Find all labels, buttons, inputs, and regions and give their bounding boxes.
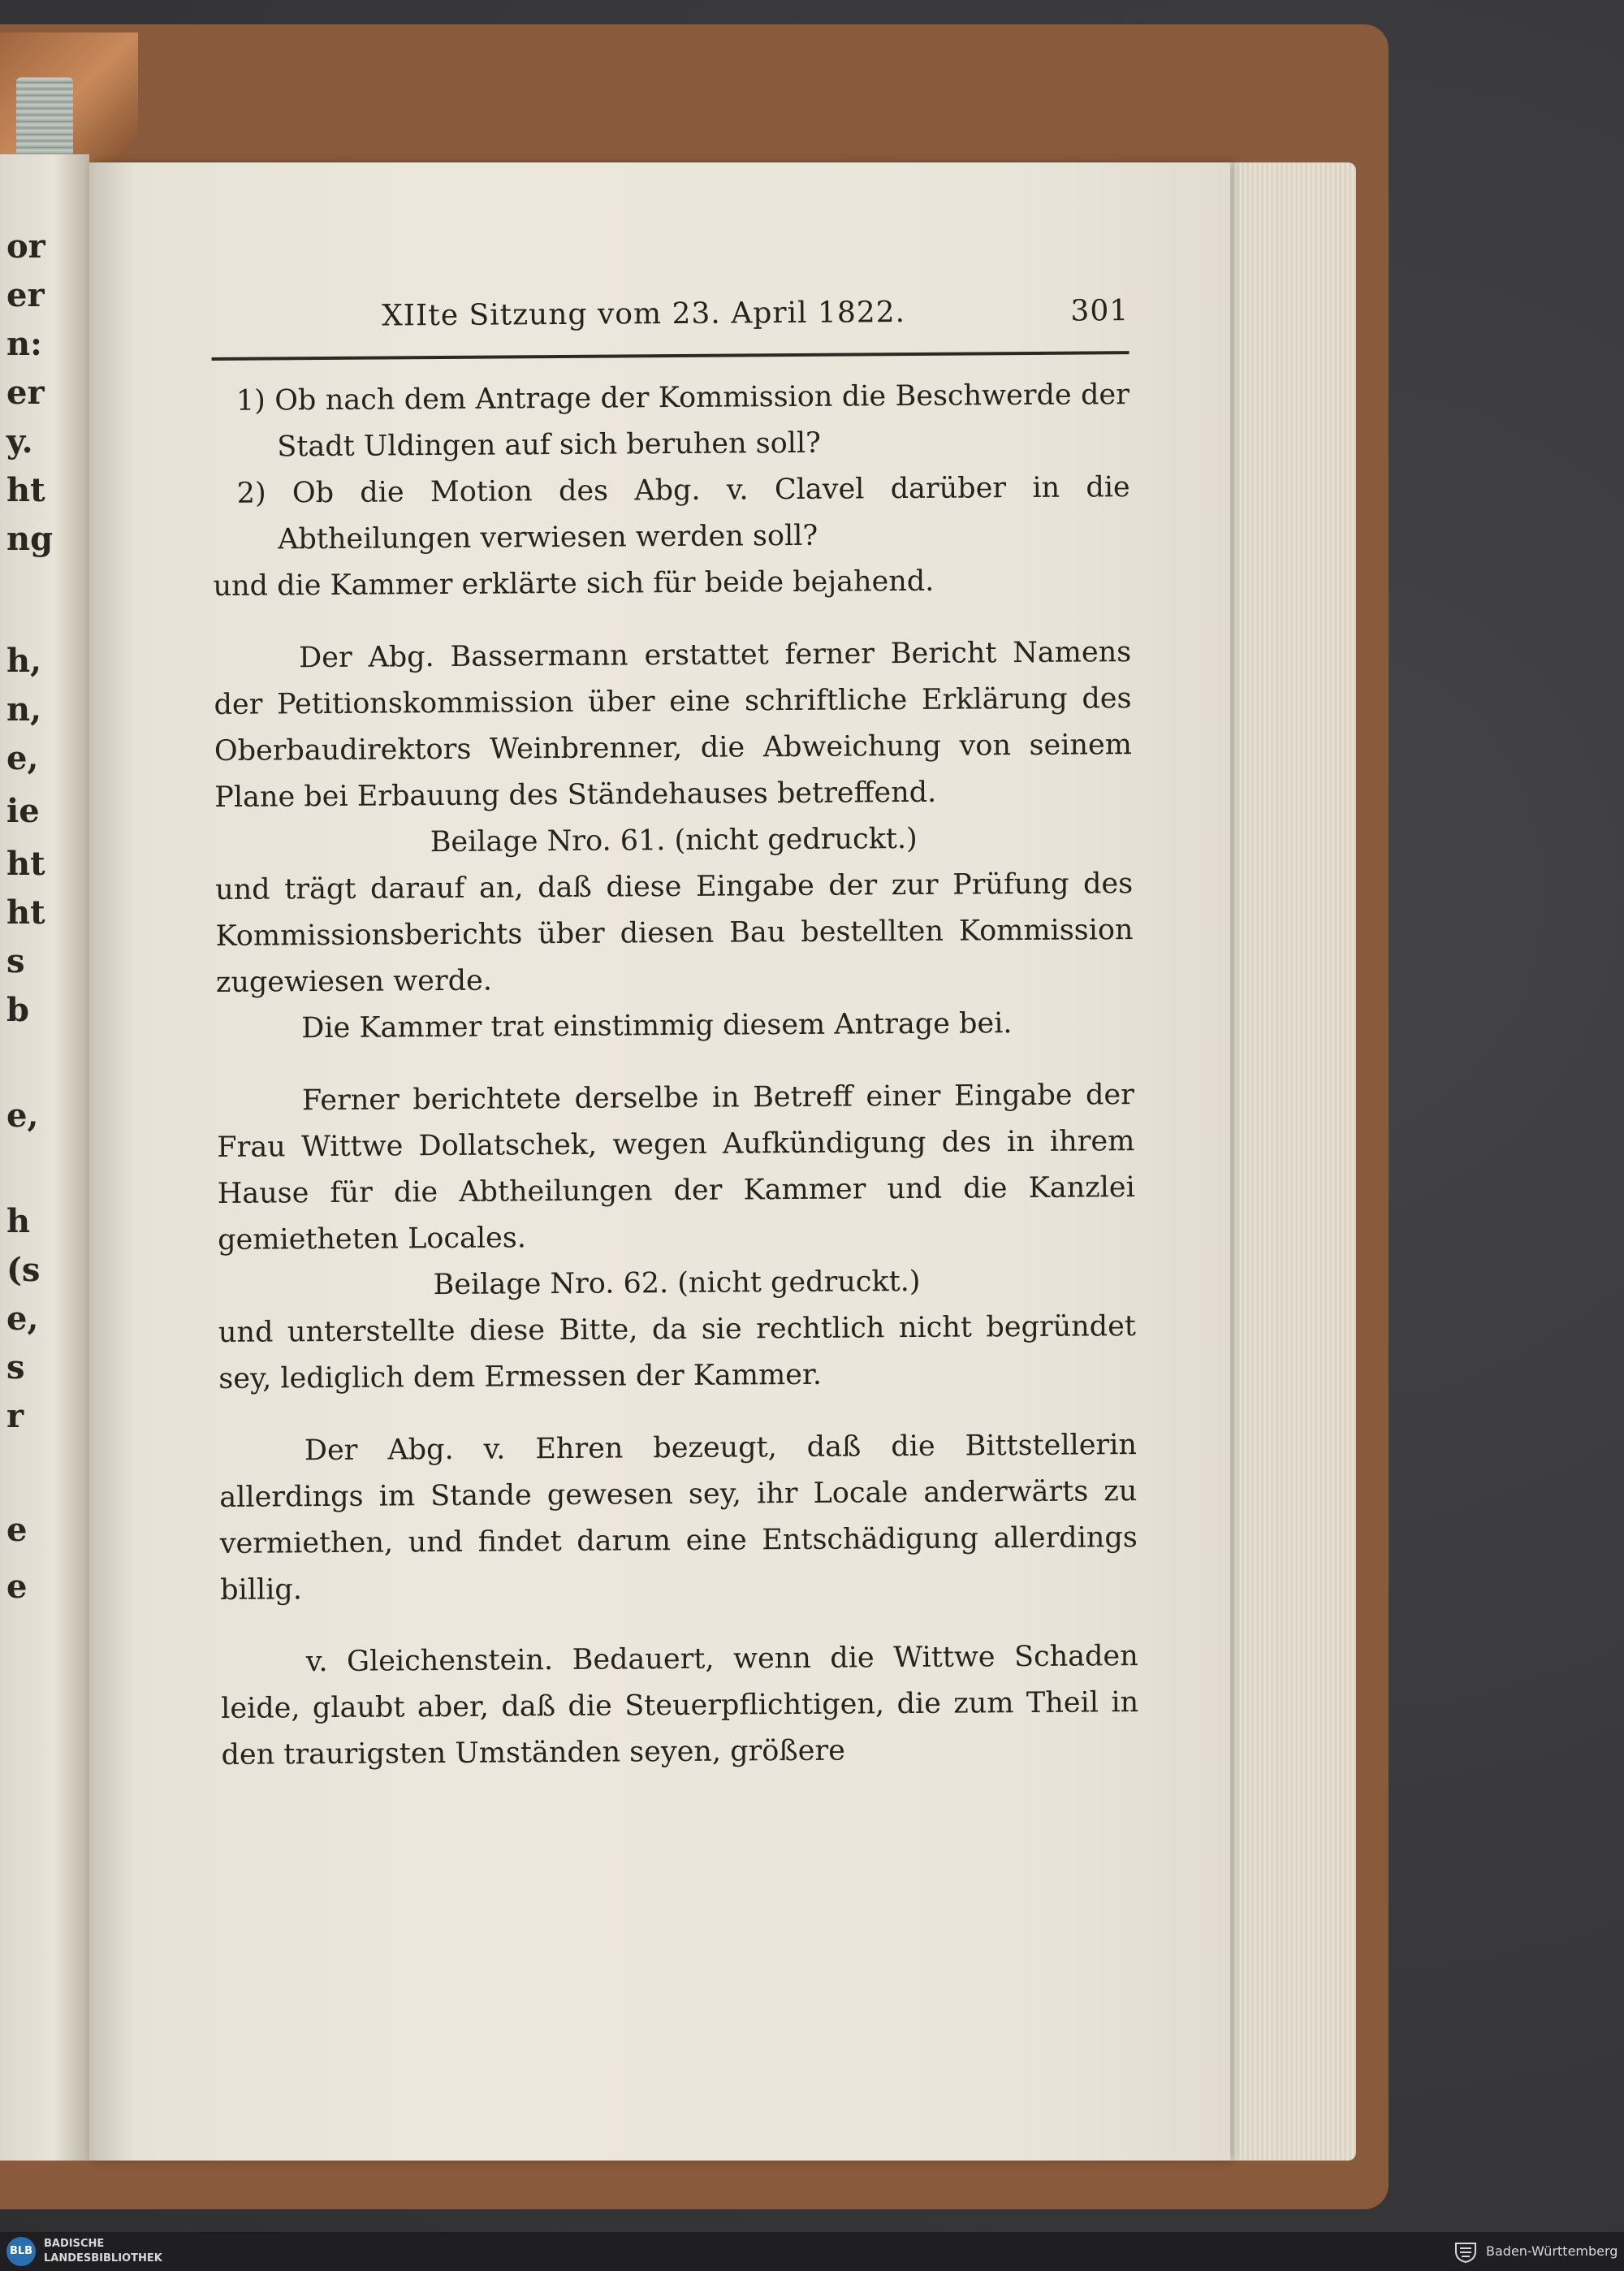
state-name: Baden-Württemberg (1486, 2243, 1618, 2259)
right-page (89, 162, 1230, 2161)
paragraph-gleichenstein: v. Gleichenstein. Bedauert, wenn die Wittwe Schaden leide, glaubt aber, daß die Steuerpflichtigen, die zum Theil in den traurigsten Umständen seyen, größere (221, 1640, 1139, 1771)
left-page-fragment: b (6, 991, 29, 1029)
left-page-fragment: s (6, 942, 25, 980)
left-page-fragment: e, (6, 1300, 39, 1338)
viewer-footer (0, 2232, 1624, 2271)
left-page-fragment: er (6, 276, 45, 314)
left-page-fragment: ie (6, 792, 40, 830)
paragraph-einstimmig: Die Kammer trat einstimmig diesem Antrage bei. (301, 1007, 1013, 1045)
page-text (211, 286, 1139, 1779)
page-number: 301 (1070, 294, 1129, 328)
left-page-fragment: s (6, 1348, 25, 1386)
paragraph-bassermann: Der Abg. Bassermann erstattet ferner Bericht Namens der Petitionskommission über eine schriftliche Erklärung des Oberbaudirektors Weinbrenner, die Abweichung von seinem Plane bei Erbauung des Ständehauses betreffend. (214, 636, 1133, 814)
question-item-2: 2) Ob die Motion des Abg. v. Clavel darüber in die Abtheilungen verwiesen werden soll? (236, 471, 1130, 556)
paragraph-ferner: Ferner berichtete derselbe in Betreff einer Eingabe der Frau Wittwe Dollatschek, wegen Aufkündigung des in ihrem Hause für die Abtheilungen der Kammer und die Kanzlei gemietheten Locales. (217, 1079, 1135, 1257)
baden-wuerttemberg-logo-icon (1453, 2240, 1478, 2263)
left-page-fragment: or (6, 227, 45, 266)
left-page-fragment: ng (6, 520, 54, 558)
left-page-fragment: n, (6, 690, 42, 729)
left-page-fragment: e, (6, 739, 39, 777)
running-title: XIIte Sitzung vom 23. April 1822. (382, 296, 906, 333)
left-page-edge (0, 154, 89, 2161)
blb-logo-icon[interactable]: BLB (6, 2237, 36, 2266)
left-page-fragment: er (6, 374, 45, 412)
paragraph-unterstellte: und unterstellte diese Bitte, da sie rechtlich nicht begründet sey, lediglich dem Ermessen der Kammer. (218, 1310, 1137, 1395)
left-page-fragment: h (6, 1202, 31, 1240)
left-page-fragment: (s (6, 1251, 41, 1289)
question-item-1: 1) Ob nach dem Antrage der Kommission die Beschwerde der Stadt Uldingen auf sich beruhen soll? (235, 378, 1130, 464)
book-headband (16, 77, 73, 167)
left-page-fragment: ht (6, 471, 45, 509)
paragraph-antrag: und trägt darauf an, daß diese Eingabe der zur Prüfung des Kommissionsberichts über diesen Bau bestellten Kommission zugewiesen werde. (214, 867, 1134, 999)
running-head (211, 286, 1129, 357)
left-page-fragment: h, (6, 642, 42, 680)
left-page-fragment: ht (6, 893, 45, 932)
left-page-fragment: ht (6, 845, 45, 883)
beilage-62: Beilage Nro. 62. (nicht gedruckt.) (433, 1265, 921, 1302)
paragraph-ehren: Der Abg. v. Ehren bezeugt, daß die Bittstellerin allerdings im Stande gewesen sey, ihr Locale anderwärts zu vermiethen, und findet darum eine Entschädigung allerdings billig. (219, 1429, 1138, 1607)
left-page-fragment: e, (6, 1097, 39, 1135)
library-name: BADISCHE LANDESBIBLIOTHEK (44, 2238, 162, 2265)
left-page-fragment: e (6, 1511, 28, 1549)
left-page-fragment: y. (6, 422, 33, 461)
answer-paragraph: und die Kammer erklärte sich für beide bejahend. (213, 565, 935, 603)
beilage-61: Beilage Nro. 61. (nicht gedruckt.) (430, 822, 918, 859)
left-page-fragment: n: (6, 325, 42, 363)
left-page-fragment: e (6, 1568, 28, 1606)
left-page-fragment: r (6, 1397, 24, 1435)
